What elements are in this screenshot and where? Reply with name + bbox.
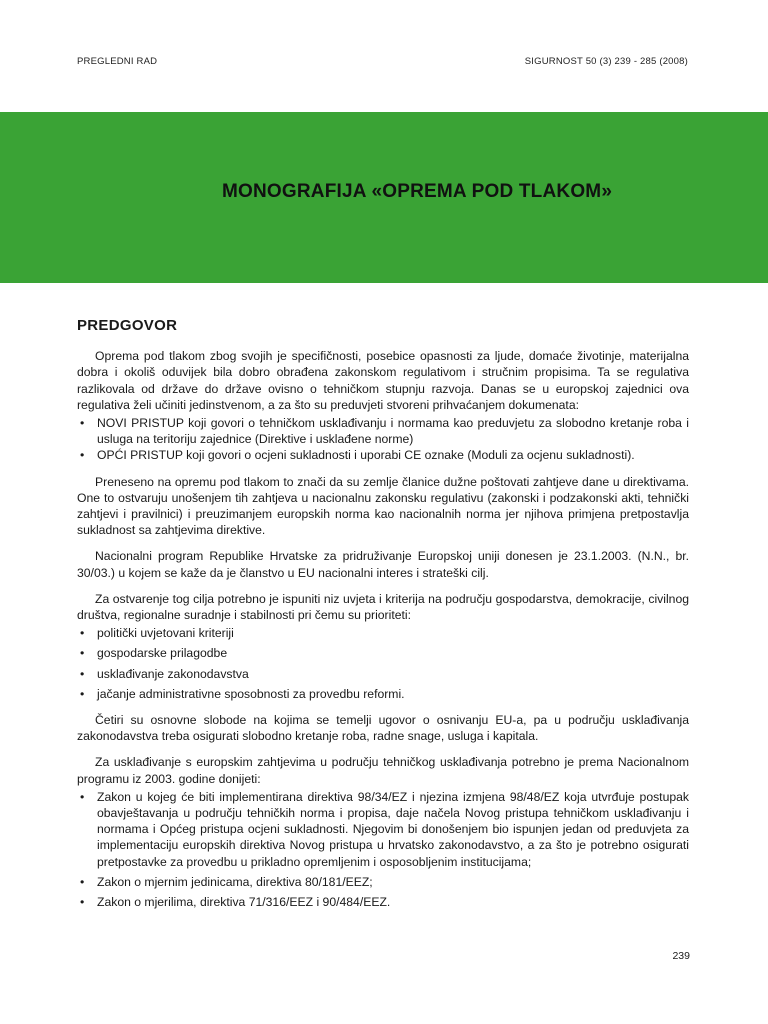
paragraph: Oprema pod tlakom zbog svojih je specifičnosti, posebice opasnosti za ljude, domaće životinje, materijalna dobra i okoliš oduvijek bila dobro obrađena zakonskom regulativom i stručnim propisima. Ta se regulativa razlikovala od države do države ovisno o tehničkom stupnju razvoja. Danas se u europskoj zajednici ova regulativa želi učiniti jedinstvenom, a za što su preduvjeti stvoreni prihvaćanjem dokumenata: bbox=[77, 349, 689, 412]
page-number: 239 bbox=[672, 950, 690, 962]
paragraph: Četiri su osnovne slobode na kojima se temelji ugovor o osnivanju EU-a, pa u području usklađivanja zakonodavstva treba osigurati slobodno kretanje roba, radne snage, usluga i kapitala. bbox=[77, 713, 689, 744]
list-item: • gospodarske prilagodbe bbox=[77, 645, 689, 661]
list-item: • Zakon o mjerilima, direktiva 71/316/EEZ i 90/484/EEZ. bbox=[77, 894, 689, 910]
paragraph: Za usklađivanje s europskim zahtjevima u području tehničkog usklađivanja potrebno je prema Nacionalnom programu iz 2003. godine donijeti: bbox=[77, 755, 689, 786]
bullet-list bbox=[77, 415, 689, 464]
journal-citation: SIGURNOST 50 (3) 239 - 285 (2008) bbox=[524, 56, 688, 67]
list-item: • jačanje administrativne sposobnosti za provedbu reformi. bbox=[77, 686, 689, 702]
bullet-list bbox=[77, 789, 689, 910]
list-item: • politički uvjetovani kriteriji bbox=[77, 625, 689, 641]
article-title: MONOGRAFIJA «OPREMA POD TLAKOM» bbox=[222, 181, 613, 202]
list-item: • Zakon o mjernim jedinicama, direktiva 80/181/EEZ; bbox=[77, 874, 689, 890]
paragraph: Preneseno na opremu pod tlakom to znači da su zemlje članice dužne poštovati zahtjeve dane u direktivama. One to ostvaruju unošenjem tih zahtjeva u nacionalnu zakonsku regulativu (zakonski i podzakonski akti, tehnički zahtjevi i pravilnici) i preuzimanjem europskih norma kao nacionalnih norma jer njihova primjena pretpostavlja sukladnost sa zahtjevima direktive. bbox=[77, 474, 689, 538]
article-body bbox=[77, 318, 689, 920]
list-item: • usklađivanje zakonodavstva bbox=[77, 666, 689, 682]
list-item: • NOVI PRISTUP koji govori o tehničkom usklađivanju i normama kao preduvjetu za slobodno kretanje roba i usluga na teritoriju zajednice (Direktive i usklađene norme) bbox=[77, 415, 689, 447]
list-item: • OPĆI PRISTUP koji govori o ocjeni sukladnosti i uporabi CE oznake (Moduli za ocjenu sukladnosti). bbox=[77, 447, 689, 463]
paragraph: Nacionalni program Republike Hrvatske za pridruživanje Europskoj uniji donesen je 23.1.2003. (N.N., br. 30/03.) u kojem se kaže da je članstvo u EU nacionalni interes i strateški cilj. bbox=[77, 549, 689, 580]
section-heading: PREDGOVOR bbox=[77, 317, 178, 334]
list-item: • Zakon u kojeg će biti implementirana direktiva 98/34/EZ i njezina izmjena 98/48/EZ koja utvrđuje postupak obavještavanja u području tehničkih norma i propisa, daje načela Novog pristupa tehničkom usklađivanju i normama i Općeg pristupa ocjeni sukladnosti. Njegovim bi donošenjem bio ispunjen jedan od preduvjeta za implementaciju europskih direktiva Novog pristupa u hrvatsko zakonodavstvo, a za što je potrebno osigurati pretpostavke za provedbu u prikladno opremljenim i osposobljenim institucijama; bbox=[77, 789, 689, 870]
bullet-list bbox=[77, 625, 689, 702]
journal-section-label: PREGLEDNI RAD bbox=[77, 56, 158, 67]
paragraph: Za ostvarenje tog cilja potrebno je ispuniti niz uvjeta i kriterija na području gospodarstva, demokracije, civilnog društva, regionalne suradnje i stabilnosti pri čemu su prioriteti: bbox=[77, 591, 689, 623]
